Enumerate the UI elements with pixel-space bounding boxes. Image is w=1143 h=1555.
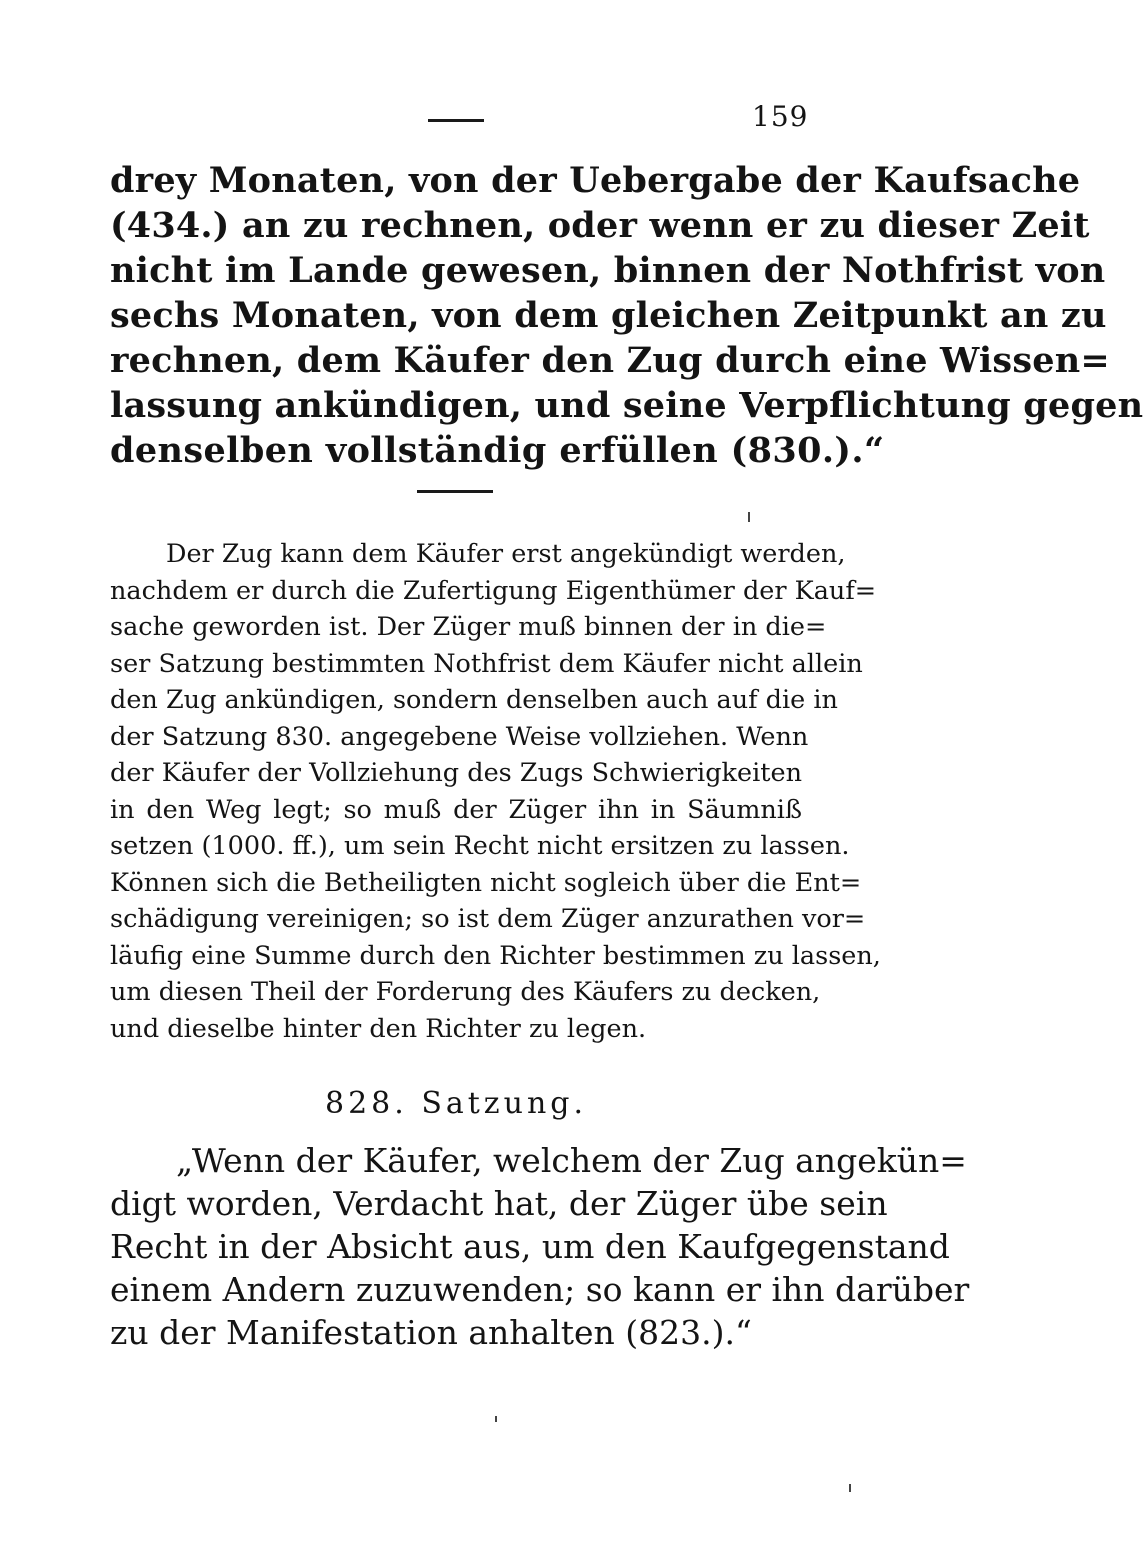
quote-line: zu der Manifestation anhalten (823.).“ bbox=[110, 1313, 752, 1352]
commentary-paragraph bbox=[110, 536, 881, 1047]
main-paragraph bbox=[110, 158, 1143, 473]
commentary-line: Der Zug kann dem Käufer erst angekündigt werden, bbox=[166, 539, 846, 569]
section-divider bbox=[417, 490, 493, 493]
section-heading: 828. Satzung. bbox=[324, 1086, 587, 1121]
text-line: sechs Monaten, von dem gleichen Zeitpunkt an zu bbox=[110, 295, 1107, 336]
header-rule bbox=[428, 119, 484, 122]
commentary-line: setzen (1000. ff.), um sein Recht nicht ersitzen zu lassen. bbox=[110, 831, 850, 861]
text-line: (434.) an zu rechnen, oder wenn er zu dieser Zeit bbox=[110, 205, 1090, 246]
text-line: denselben vollständig erfüllen (830.).“ bbox=[110, 430, 885, 471]
quote-line: einem Andern zuzuwenden; so kann er ihn darüber bbox=[110, 1270, 970, 1309]
commentary-line: und dieselbe hinter den Richter zu legen. bbox=[110, 1013, 647, 1044]
print-speck bbox=[849, 1484, 851, 1492]
text-line: drey Monaten, von der Uebergabe der Kaufsache bbox=[110, 160, 1081, 201]
quote-line: „Wenn der Käufer, welchem der Zug angekün= bbox=[176, 1141, 967, 1180]
commentary-line: der Satzung 830. angegebene Weise vollziehen. Wenn bbox=[110, 721, 809, 752]
commentary-line: sache geworden ist. Der Züger muß binnen der in die= bbox=[110, 612, 827, 642]
commentary-line: schädigung vereinigen; so ist dem Züger anzurathen vor= bbox=[110, 904, 866, 934]
text-line: nicht im Lande gewesen, binnen der Nothfrist von bbox=[110, 250, 1106, 291]
page-number: 159 bbox=[752, 100, 809, 133]
text-line: rechnen, dem Käufer den Zug durch eine Wissen= bbox=[110, 340, 1110, 381]
quote-line: Recht in der Absicht aus, um den Kaufgegenstand bbox=[110, 1227, 950, 1266]
text-line: lassung ankündigen, und seine Verpflichtung gegen bbox=[110, 385, 1143, 426]
commentary-line: den Zug ankündigen, sondern denselben auch auf die in bbox=[110, 685, 838, 715]
quote-line: digt worden, Verdacht hat, der Züger übe sein bbox=[110, 1184, 888, 1223]
commentary-line: ser Satzung bestimmten Nothfrist dem Käufer nicht allein bbox=[110, 648, 863, 679]
commentary-line: der Käufer der Vollziehung des Zugs Schwierigkeiten bbox=[110, 758, 802, 788]
quote-paragraph bbox=[110, 1139, 970, 1354]
print-speck bbox=[748, 512, 750, 522]
print-speck bbox=[495, 1416, 497, 1422]
commentary-line: läufig eine Summe durch den Richter bestimmen zu lassen, bbox=[110, 940, 881, 971]
commentary-line: nachdem er durch die Zufertigung Eigenthümer der Kauf= bbox=[110, 575, 877, 606]
commentary-line: Können sich die Betheiligten nicht sogleich über die Ent= bbox=[110, 867, 862, 898]
commentary-line: in den Weg legt; so muß der Züger ihn in Säumniß bbox=[110, 794, 802, 825]
commentary-line: um diesen Theil der Forderung des Käufers zu decken, bbox=[110, 977, 821, 1007]
